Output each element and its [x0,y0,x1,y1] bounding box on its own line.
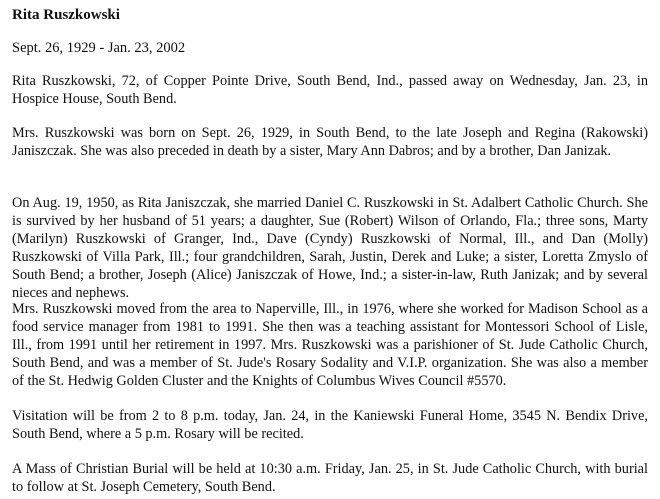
obituary-name: Rita Ruszkowski [12,7,120,23]
paragraph-career: Mrs. Ruszkowski moved from the area to Naperville, Ill., in 1976, where she worked for Madison School as a food service manager from 1981 to 1991. She then was a teaching assistant for Montessori School of Lisle, Ill., from 1991 until her retirement in 1997. Mrs. Ruszkowski was a parishioner of St. Jude Catholic Church, South Bend, and was a member of St. Jude's Rosary Sodality and V.I.P. organization. She was also a member of the St. Hedwig Golden Cluster and the Knights of Columbus Wives Council #5570. [12,301,648,389]
life-dates: Sept. 26, 1929 - Jan. 23, 2002 [12,40,186,56]
paragraph-passing: Rita Ruszkowski, 72, of Copper Pointe Drive, South Bend, Ind., passed away on Wednesday, Jan. 23, in Hospice House, South Bend. [12,73,648,107]
paragraph-visitation: Visitation will be from 2 to 8 p.m. today, Jan. 24, in the Kaniewski Funeral Home, 3545 N. Bendix Drive, South Bend, where a 5 p.m. Rosary will be recited. [12,408,648,442]
paragraph-mass: A Mass of Christian Burial will be held at 10:30 a.m. Friday, Jan. 25, in St. Jude Catholic Church, with burial to follow at St. Joseph Cemetery, South Bend. [12,461,648,495]
paragraph-birth: Mrs. Ruszkowski was born on Sept. 26, 1929, in South Bend, to the late Joseph and Regina (Rakowski) Janiszczak. She was also preceded in death by a sister, Mary Ann Dabros; and by a brother, Dan Janizak. [12,125,648,159]
paragraph-survivors: On Aug. 19, 1950, as Rita Janiszczak, she married Daniel C. Ruszkowski in St. Adalbert Catholic Church. She is survived by her husband of 51 years; a daughter, Sue (Robert) Wilson of Orlando, Fla.; three sons, Marty (Marilyn) Ruszkowski of Granger, Ind., Dave (Cyndy) Ruszkowski of Normal, Ill., and Dan (Molly) Ruszkowski of Villa Park, Ill.; four grandchildren, Sarah, Justin, Derek and Luke; a sister, Loretta Zmyslo of South Bend; a brother, Joseph (Alice) Janiszczak of Howe, Ind.; a sister-in-law, Ruth Janizak; and by several nieces and nephews. [12,195,648,301]
